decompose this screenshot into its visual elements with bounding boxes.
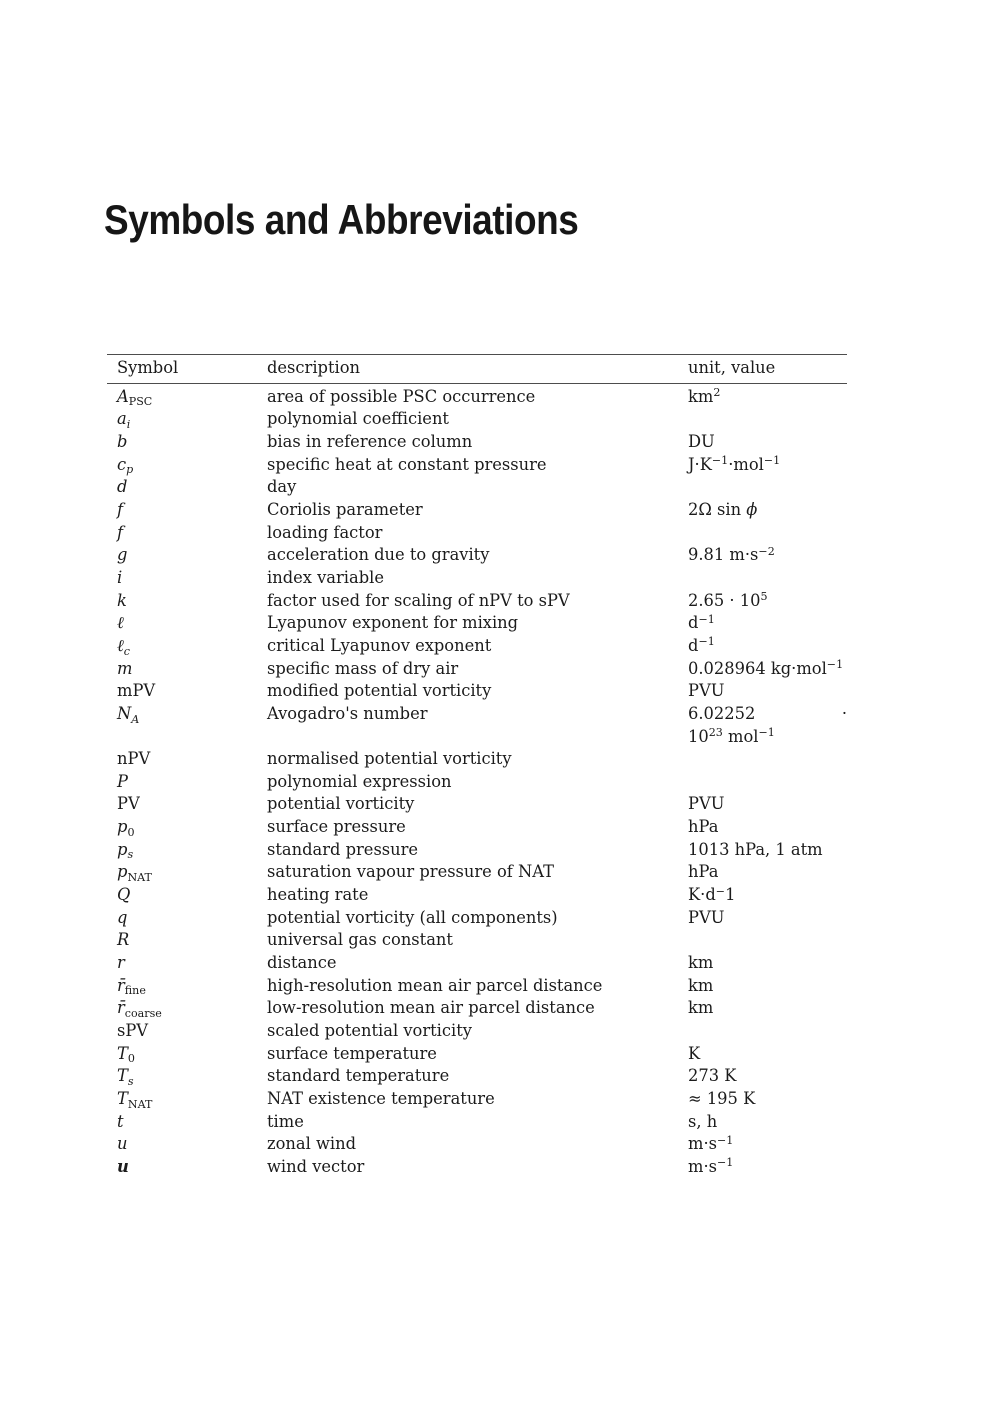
symbols-table xyxy=(107,354,847,1179)
symbol-cell: i xyxy=(117,567,123,587)
symbol-cell: f xyxy=(117,499,124,519)
symbol-cell: ℓ$_c$ xyxy=(117,635,130,658)
table-row xyxy=(107,929,847,952)
symbol-cell: g xyxy=(117,545,128,565)
unit-cell: PVU xyxy=(688,681,725,701)
symbol-cell: u xyxy=(117,1156,129,1176)
symbol-cell: q xyxy=(117,907,128,927)
table-row xyxy=(107,1020,847,1043)
description-cell: polynomial coefficient xyxy=(267,409,449,429)
unit-cell: ≈ 195 K xyxy=(688,1089,756,1108)
unit-cell xyxy=(688,1020,847,1043)
table-row xyxy=(107,884,847,907)
unit-cell: s, h xyxy=(688,1111,718,1131)
symbol-cell: $a_i$ xyxy=(117,409,131,431)
unit-cell: PVU xyxy=(688,794,725,814)
unit-cell: 9.81 $m\cdot s^{-2}$ xyxy=(688,544,775,565)
unit-cell: 6.02252 · $10^{23}$ mol$^{-1}$ xyxy=(688,703,847,746)
table-row xyxy=(107,1156,847,1179)
description-cell: Avogadro's number xyxy=(267,703,428,723)
unit-cell xyxy=(688,522,847,545)
table-row xyxy=(107,1111,847,1134)
description-cell: heating rate xyxy=(267,885,369,905)
table-row xyxy=(107,748,847,771)
symbol-cell: k xyxy=(117,590,127,610)
table-row xyxy=(107,522,847,545)
unit-cell: PVU xyxy=(688,907,725,927)
symbol-cell: $N_A$ xyxy=(117,703,140,726)
header-symbol: Symbol xyxy=(117,358,179,377)
table-row xyxy=(107,680,847,703)
unit-cell: 273 K xyxy=(688,1066,737,1086)
description-cell: potential vorticity xyxy=(267,794,415,814)
description-cell: specific heat at constant pressure xyxy=(267,454,547,474)
description-cell: polynomial expression xyxy=(267,771,452,791)
unit-cell: K xyxy=(688,1043,701,1063)
table-row xyxy=(107,839,847,862)
description-cell: surface pressure xyxy=(267,817,406,837)
symbol-cell: ℓ xyxy=(117,613,124,633)
description-cell: normalised potential vorticity xyxy=(267,749,512,769)
table-row xyxy=(107,1065,847,1088)
symbol-cell: t xyxy=(117,1111,124,1131)
description-cell: Coriolis parameter xyxy=(267,499,423,519)
symbol-cell: $r̄_{coarse}$ xyxy=(117,998,162,1021)
symbol-cell: $p_s$ xyxy=(117,839,134,862)
description-cell: saturation vapour pressure of NAT xyxy=(267,862,554,882)
table-row xyxy=(107,386,847,409)
table-row xyxy=(107,658,847,681)
table-row xyxy=(107,567,847,590)
table-row xyxy=(107,499,847,522)
unit-cell: km xyxy=(688,998,714,1018)
symbol-cell: mPV xyxy=(117,681,156,701)
description-cell: Lyapunov exponent for mixing xyxy=(267,613,519,633)
symbol-cell: PV xyxy=(117,794,140,814)
description-cell: critical Lyapunov exponent xyxy=(267,635,492,655)
description-cell: area of possible PSC occurrence xyxy=(267,386,536,406)
symbol-cell: b xyxy=(117,431,128,451)
description-cell: universal gas constant xyxy=(267,930,453,950)
header-description: description xyxy=(267,358,360,377)
unit-cell: hPa xyxy=(688,817,719,837)
symbol-cell: r xyxy=(117,953,125,973)
unit-cell: hPa xyxy=(688,862,719,882)
description-cell: acceleration due to gravity xyxy=(267,545,490,565)
symbol-cell: $A_{PSC}$ xyxy=(117,386,153,409)
symbol-cell: sPV xyxy=(117,1021,149,1041)
table-row xyxy=(107,408,847,431)
table-row xyxy=(107,703,847,748)
symbol-cell: $p_0$ xyxy=(117,817,135,839)
unit-cell xyxy=(688,929,847,952)
description-cell: distance xyxy=(267,953,337,973)
symbol-cell: m xyxy=(117,658,133,678)
unit-cell xyxy=(688,567,847,590)
unit-cell: DU xyxy=(688,431,715,451)
description-cell: surface temperature xyxy=(267,1043,437,1063)
symbol-cell: P xyxy=(117,771,128,791)
table-header-row xyxy=(107,354,847,384)
unit-cell: 1013 hPa, 1 atm xyxy=(688,839,823,859)
table-row xyxy=(107,1043,847,1066)
description-cell: standard pressure xyxy=(267,839,419,859)
table-row xyxy=(107,793,847,816)
unit-cell: km xyxy=(688,953,714,973)
symbol-cell: R xyxy=(117,930,130,950)
description-cell: factor used for scaling of nPV to sPV xyxy=(267,590,570,610)
description-cell: index variable xyxy=(267,567,384,587)
header-unit-value: unit, value xyxy=(688,358,776,377)
unit-cell: $d^{-1}$ xyxy=(688,635,715,655)
unit-cell: K·d−1 xyxy=(688,884,736,905)
table-row xyxy=(107,975,847,998)
table-row xyxy=(107,544,847,567)
description-cell: low-resolution mean air parcel distance xyxy=(267,998,595,1018)
description-cell: modified potential vorticity xyxy=(267,681,492,701)
unit-cell xyxy=(688,476,847,499)
table-row xyxy=(107,454,847,477)
unit-cell: 2Ω sin ϕ xyxy=(688,499,758,519)
unit-cell: $2.65 \cdot 10^5$ xyxy=(688,590,768,610)
description-cell: bias in reference column xyxy=(267,431,473,451)
unit-cell: $km^2$ xyxy=(688,386,721,406)
table-row xyxy=(107,952,847,975)
description-cell: wind vector xyxy=(267,1156,365,1176)
symbol-cell: $T_{NAT}$ xyxy=(117,1089,153,1111)
unit-cell: $m\cdot s^{-1}$ xyxy=(688,1133,734,1154)
description-cell: potential vorticity (all components) xyxy=(267,907,558,927)
description-cell: NAT existence temperature xyxy=(267,1089,495,1108)
table-row xyxy=(107,861,847,884)
symbol-cell: $T_0$ xyxy=(117,1043,135,1066)
description-cell: time xyxy=(267,1111,304,1131)
unit-cell: $J\cdot K^{-1}\cdot mol^{-1}$ xyxy=(688,454,781,474)
table-body xyxy=(107,384,847,1179)
unit-cell xyxy=(688,408,847,431)
symbol-cell: nPV xyxy=(117,749,151,769)
unit-cell xyxy=(688,771,847,794)
unit-cell: km xyxy=(688,975,714,995)
symbol-cell: $p_{NAT}$ xyxy=(117,862,152,885)
table-row xyxy=(107,635,847,658)
table-row xyxy=(107,590,847,613)
symbol-cell: Q xyxy=(117,885,131,905)
description-cell: standard temperature xyxy=(267,1066,450,1086)
table-row xyxy=(107,431,847,454)
table-row xyxy=(107,771,847,794)
table-row xyxy=(107,816,847,839)
unit-cell: $d^{-1}$ xyxy=(688,612,715,633)
symbol-cell: d xyxy=(117,477,128,497)
table-row xyxy=(107,612,847,635)
table-row xyxy=(107,476,847,499)
symbol-cell: u xyxy=(117,1134,128,1154)
table-row xyxy=(107,997,847,1020)
unit-cell: 0.028964 kg·mol$^{-1}$ xyxy=(688,658,844,678)
description-cell: zonal wind xyxy=(267,1134,357,1154)
table-row xyxy=(107,907,847,930)
table-row xyxy=(107,1088,847,1111)
symbol-cell: $r̄_{fine}$ xyxy=(117,975,146,998)
description-cell: day xyxy=(267,477,297,497)
description-cell: specific mass of dry air xyxy=(267,658,459,678)
description-cell: high-resolution mean air parcel distance xyxy=(267,975,603,995)
symbol-cell: $T_s$ xyxy=(117,1066,134,1088)
symbol-cell: f xyxy=(117,522,124,542)
unit-cell: $m\cdot s^{-1}$ xyxy=(688,1156,734,1176)
description-cell: scaled potential vorticity xyxy=(267,1021,472,1041)
page-title: Symbols and Abbreviations xyxy=(104,196,579,243)
unit-cell xyxy=(688,748,847,771)
symbol-cell: $c_p$ xyxy=(117,454,134,477)
description-cell: loading factor xyxy=(267,522,383,542)
table-row xyxy=(107,1133,847,1156)
